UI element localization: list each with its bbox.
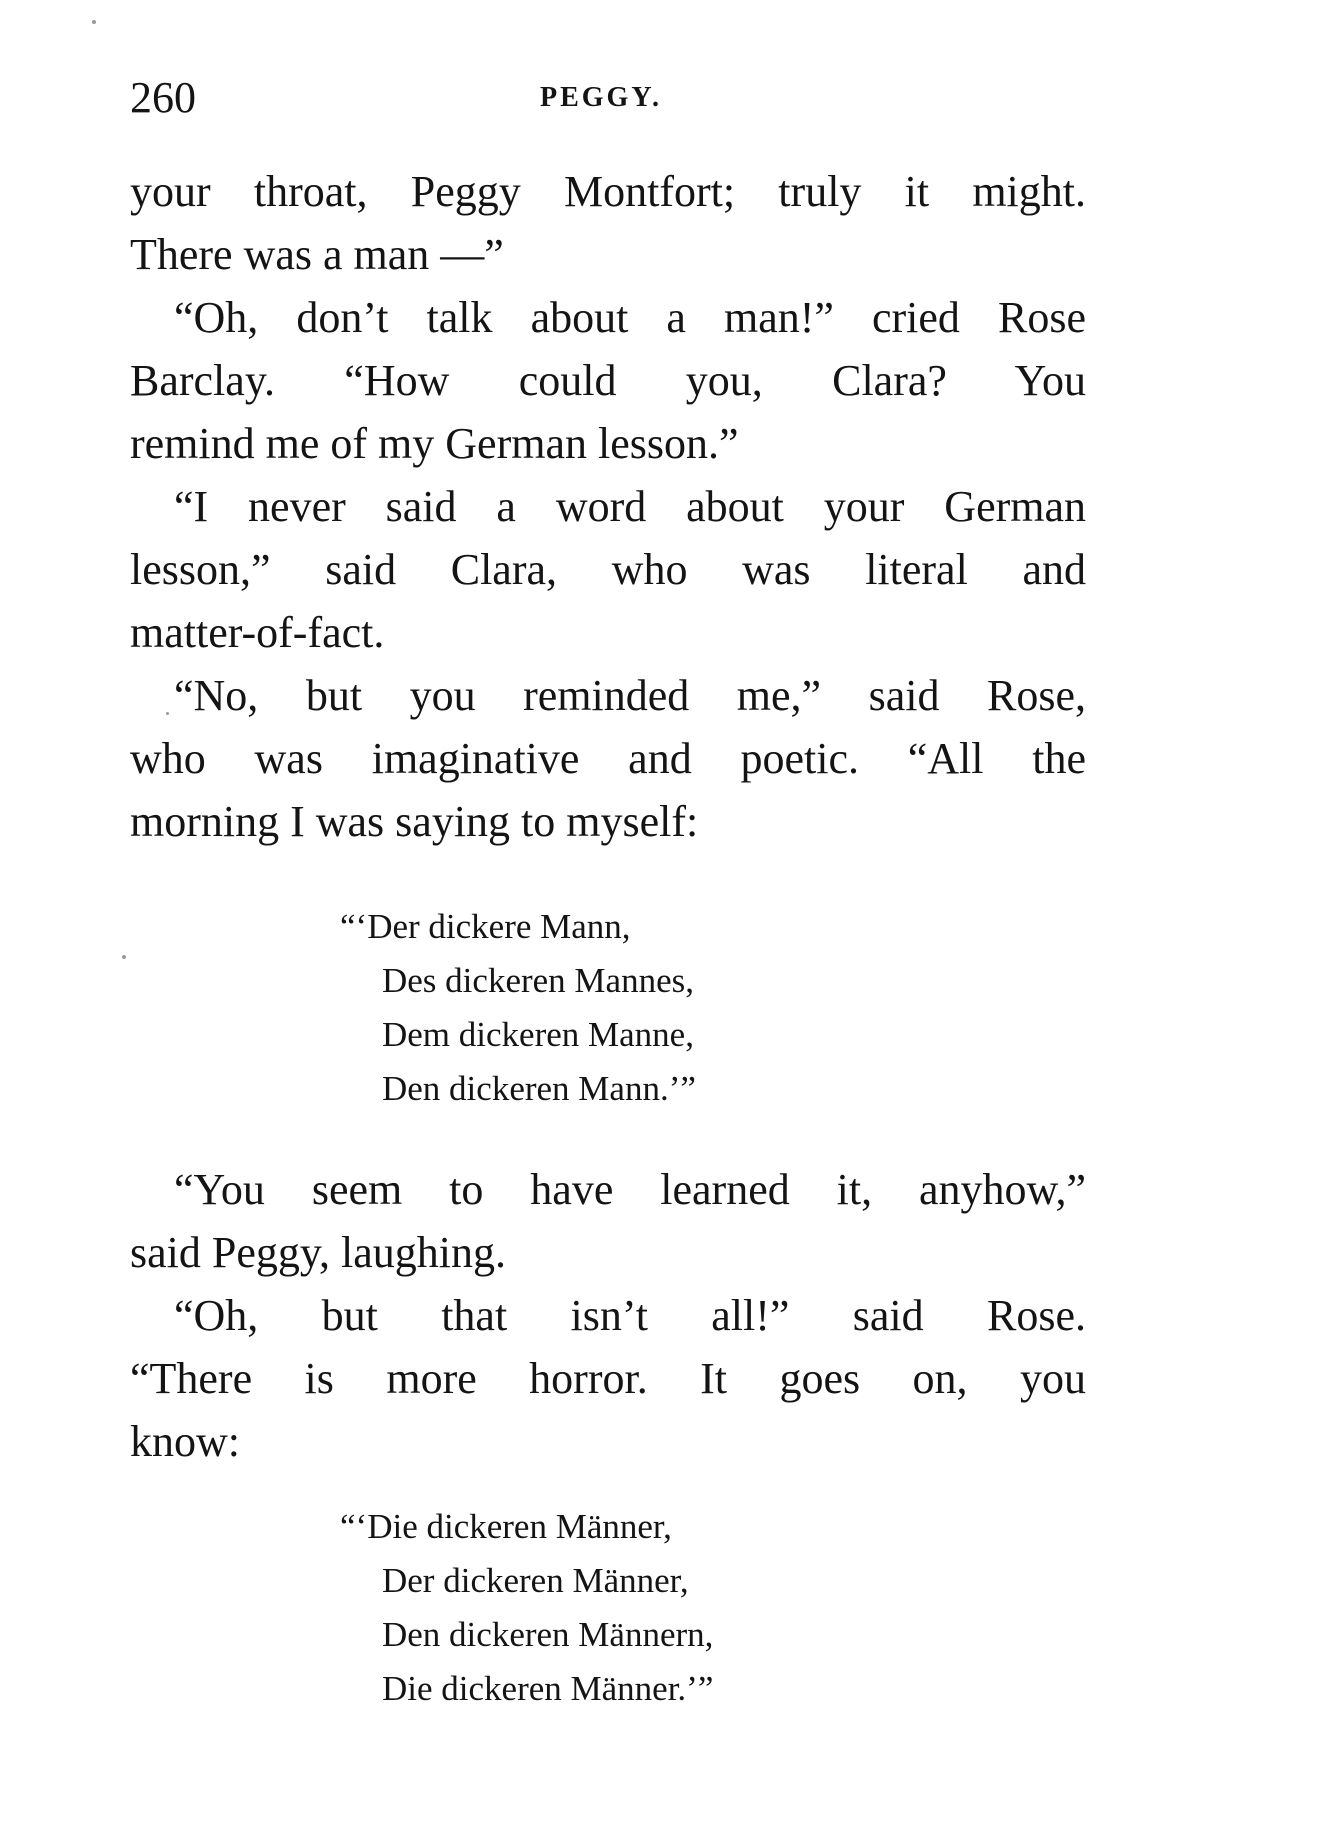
running-title: PEGGY.: [540, 82, 662, 113]
text-line: “You seem to have learned it, anyhow,”: [174, 1165, 1086, 1214]
verse-line: “‘Die dickeren Männer,: [340, 1507, 672, 1546]
text-line: matter-of-fact.: [130, 608, 385, 657]
text-line: who was imaginative and poetic. “All the: [130, 734, 1086, 783]
paragraph: [130, 664, 1086, 853]
paper-speck: [92, 20, 96, 24]
page-header: [130, 68, 1086, 128]
verse-line: Die dickeren Männer.’”: [382, 1669, 714, 1708]
verse-line: “‘Der dickere Mann,: [340, 907, 631, 946]
verse-block: [340, 900, 900, 1116]
text-line: Barclay. “How could you, Clara? You: [130, 356, 1086, 405]
text-line: remind me of my German lesson.”: [130, 419, 739, 468]
paragraph: [130, 475, 1086, 664]
paper-speck: [166, 712, 169, 715]
text-line: morning I was saying to myself:: [130, 797, 699, 846]
verse-line: Den dickeren Mann.’”: [382, 1069, 696, 1108]
paragraph: [130, 1284, 1086, 1473]
text-line: your throat, Peggy Montfort; truly it might.: [130, 167, 1086, 216]
text-line: “There is more horror. It goes on, you: [130, 1354, 1086, 1403]
text-line: “Oh, don’t talk about a man!” cried Rose: [174, 293, 1086, 342]
text-line: lesson,” said Clara, who was literal and: [130, 545, 1086, 594]
paragraph: [130, 286, 1086, 475]
body-text-continued: [130, 1158, 1086, 1473]
verse-line: Der dickeren Männer,: [382, 1561, 689, 1600]
text-line: said Peggy, laughing.: [130, 1228, 506, 1277]
paper-speck: [122, 955, 126, 959]
page-number: 260: [130, 73, 196, 122]
text-line: know:: [130, 1417, 240, 1466]
verse-block: [340, 1500, 900, 1716]
paragraph: [130, 1158, 1086, 1284]
body-text: [130, 160, 1086, 853]
verse-line: Des dickeren Mannes,: [382, 961, 694, 1000]
text-line: “Oh, but that isn’t all!” said Rose.: [174, 1291, 1086, 1340]
verse-line: Dem dickeren Manne,: [382, 1015, 694, 1054]
text-line: “I never said a word about your German: [174, 482, 1086, 531]
text-line: “No, but you reminded me,” said Rose,: [174, 671, 1086, 720]
verse-line: Den dickeren Männern,: [382, 1615, 714, 1654]
text-line: There was a man —”: [130, 230, 504, 279]
paragraph: [130, 160, 1086, 286]
